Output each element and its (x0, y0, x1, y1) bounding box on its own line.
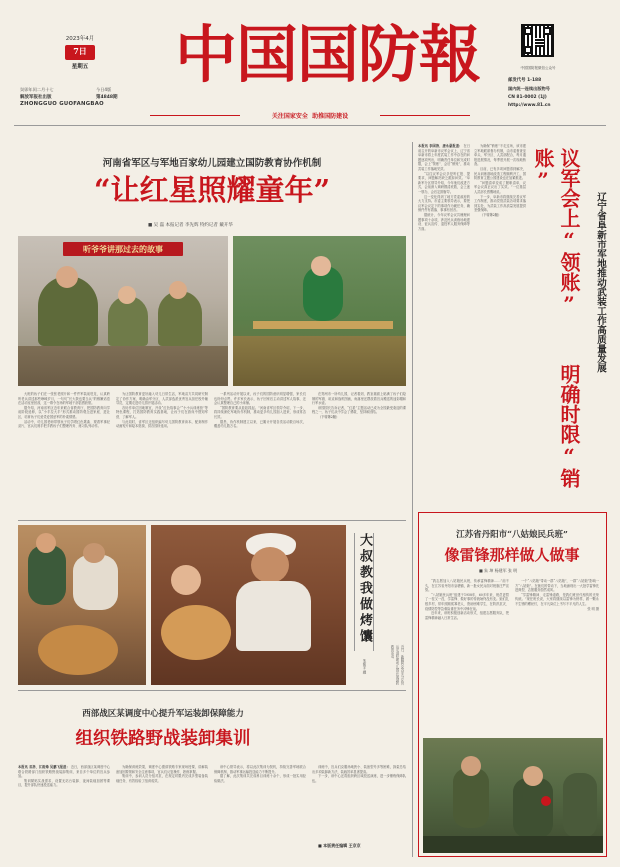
rail-jump[interactable]: （下转第2版） (480, 212, 502, 217)
sidebar-kicker: 江苏省丹阳市“八姑娘民兵班” (456, 530, 568, 540)
sidebar-story (418, 512, 607, 857)
lead-jump[interactable]: （下转第2版） (318, 414, 340, 419)
qr-code[interactable] (521, 24, 554, 57)
lead-body-col-1: 大班的孩子们在一张张老照片和一件件军装前驻足，认真聆听老兵讲述那些峥嵘岁月，一句句“长大我也要当兵”的稚嫩话语在活动室里回荡，这一幕令在场的军地干部倍感欣慰。 据介绍，河南省军区近年来联合省教育厅，把国防教育向学前阶段延伸，以“小手拉大手”形式推动国防观念进家庭、进社区，培育孩子们爱党爱国爱军的朴素情感。 活动中，幼儿园老师带领孩子们学唱红色歌曲、观看军事纪录片，官兵们则手把手教孩子们整理内务、练习队列动作。 (18, 392, 110, 429)
website[interactable]: http://www.81.cn (508, 103, 551, 108)
masthead-title: 中国国防報 (175, 18, 481, 91)
lead-body-col-4: 在郑州市一所幼儿园，记者看到，教室墙面上贴满了孩子们绘制的军旗、坦克和战机图画，角落里还摆放着官兵赠送的迷彩帽和行军水壶。 该园园长告诉记者，“红星”主题活动已成为全园最受欢迎的课程之一，孩子们从中学会了勇敢、坚持和团结。 （下转第2版） (312, 392, 406, 419)
lead-body-col-3: 一系列活动开展以来，孩子们的国防意识明显增强，家长们也纷纷点赞。许多家长表示，孩子回家后主动讲述军人故事，还会认真整理自己的小床铺。 “国防教育要从娃娃抓起。”河南省军区领导介绍，下一步，将持续深化军地协作机制，推动更多幼儿园加入进来，形成常态长效。 据悉，协作机制建立以来，已累计开展各类活动数百场次，覆盖幼儿数万名。 (214, 392, 306, 429)
bottom-body-col-4: 训练中，官兵们克服场地狭小、装备型号多等困难，探索总结出多项装卸新方法，装载效率显著提高。 下一步，该中心还将组织跨区域投送演练，进一步锤炼保障队伍。 (312, 765, 406, 783)
feature-title-box (354, 533, 374, 651)
feature-caption: 近日，新疆阿克苏军分区官兵走进驻地幼儿园开展国防教育活动。 (390, 645, 404, 685)
rail-headline: 议军会上“领账” 明确时限“销账” (531, 148, 581, 488)
bottom-story (18, 695, 406, 855)
issue-number: 第4848期 (96, 95, 118, 100)
cn-label: 国内统一连续出版物号 (508, 86, 550, 91)
feature-byline: 朱铭宇 摄 (363, 659, 367, 675)
page-editor: ■ 本版责任编辑 王京京 (318, 843, 361, 848)
rail-subheadline: 辽宁省阜新市军地推动武装工作高质量发展 (595, 192, 606, 373)
rail-lead-in: 本报讯 李国涛、唐永豪报道： (418, 144, 463, 148)
bottom-body-col-2: 为确保训练效果，调度中心邀请铁路专家现场授课，讲解装备加固要领和安全注意事项，官兵们反复操作、熟练掌握。 集训中，参训人员分组对抗，在规定时限内完成多型装备装载任务，有效检验了组训成效。 (116, 765, 208, 783)
lead-photo-classroom (18, 236, 228, 386)
rail-body-col-2: 为确保“销账”不走过场，该市建立军地联席督办机制，由市委督查室牵头，军分区、人武部配合，每月通报进展情况，每季度开展一次现地核查。 目前，已有多项问题得到解决，民兵训练基地改造工程顺利开工，国防教育主题公园建设也在加紧推进。 “问题清单变成了履职清单，议军会议真正议出了实效。”一位基层人武部长感慨地说。 下一步，阜新市将继续完善议军工作制度，推动党管武装各项要求落到实处，为武装工作高质量发展提供坚强保障。 （下转第2版） (474, 144, 526, 217)
lead-body-col-2: 为让国防教育更好融入幼儿日常生活，军地双方共同研究制定了协作方案，明确由军分区、人武部选派优秀官兵担任校外辅导员，定期走进幼儿园开展活动。 各协作单位因地制宜，开设“红色故事会”“小小兵训练营”等特色课程，打造国防教育实践基地，让孩子们在游戏中感知军营、了解军人。 与此同时，省军区还组织编写幼儿国防教育读本，配套制作动画短片和绘本资源，供各园所选用。 (116, 392, 208, 429)
bottom-body-col-1: 本报讯 邓洛、江韵烽 吴鹏飞报道： 近日，西部战区某调度中心联合铁路部门组织铁路野战装卸集训，来自多个单位的官兵参加。 集训紧贴实战需求，设置无站台装卸、夜间装载加固等课目，提升部队快速投送能力。 (18, 765, 111, 788)
page-count: 今日4版 (96, 87, 112, 92)
lead-headline: “让红星照耀童年” (93, 173, 331, 207)
sidebar-photo (423, 738, 603, 853)
sidebar-body-col-2: 一个“八姑娘”带动一群“八姑娘”，一群“八姑娘”影响一方“八姑娘”。在她们的带动下，当地涌现出一大批学雷锋先进典型，志愿服务蔚然成风。 “学雷锋精神、走雷锋道路，是我们班世代相传的光荣传统。”现任班长说，大家将继续以雷锋为榜样，做一颗永不生锈的螺丝钉，在平凡岗位上书写不平凡的人生。 张 明 摄 (515, 579, 599, 611)
lead-subhead: 河南省军区与军地百家幼儿园建立国防教育协作机制 (102, 158, 322, 169)
bottom-headline: 组织铁路野战装卸集训 (75, 729, 251, 749)
feature-photo-right (151, 525, 346, 685)
date-box (55, 34, 105, 88)
qr-caption: 中国国防报微信公众号 (520, 66, 556, 70)
publisher: 解放军报社出版 (20, 95, 52, 100)
masthead (0, 0, 620, 138)
sidebar-body-col-1: “我志愿加入八姑娘民兵班，传承雷锋精神……”前不久，在江苏省丹阳市皇塘镇，新一批女民兵面对班旗庄严宣誓。 “八姑娘民兵班”组建于1958年，60多年来，班员更替了一茬又一茬，学雷锋、做好事的传统始终没有变。她们扎根乡村，常年照顾孤寡老人、资助困难学生，在防汛抗灾、疫情防控等急难险重任务中冲锋在前。 近年来，该班积极创新活动形式，组建志愿服务队，把雷锋精神融入日常生活。 (425, 579, 509, 620)
feature-title: 大叔教我做烤馕 (357, 533, 372, 645)
cn-number: CN 81-0002 (1J) (508, 95, 547, 100)
sidebar-author: 张 明 摄 (587, 606, 599, 611)
classroom-banner: 听爷爷讲那过去的故事 (83, 244, 163, 254)
bottom-body-col-3: 该中心领导表示，将以此次集训为契机，持续完善军地联合保障机制，推动军事运输投送能力不断提升。 据了解，此次集训共完成科目训练十余个，形成一批实用经验做法。 (214, 765, 306, 783)
issue-date: 2023年4月 (65, 36, 95, 42)
lead-photo-training (233, 236, 406, 386)
sidebar-byline: ■ 朱 坤 杨建军 张 明 (479, 568, 518, 573)
masthead-pinyin: ZHONGGUO GUOFANGBAO (20, 101, 104, 107)
lead-byline: ■ 吴 磊 本报记者 李先辉 特约记者 戴开华 (148, 223, 233, 228)
feature-photo-left (18, 525, 146, 685)
sidebar-headline: 像雷锋那样做人做事 (444, 546, 580, 564)
rail-body-col-1: 本报讯 李国涛、唐永豪报道： 在日前召开的阜新市议军会议上，辽宁省阜新市将上年度武装工作中存在的问题逐项列出，明确责任单位和完成时限，会上“领账”、会后“销账”，推动武装工作落地见效。 “以往议军会议多是听汇报、提要求，问题解决缺乏跟踪问效。”阜新军分区领导介绍，今年他们改进方式，会前深入调研摸清底数，会上逐一领办，会后定期督导。 这一变化得到了地方党委政府的大力支持。市委主要领导表示，要把议军会议定下的事项作为硬任务，确保件件有着落、事事有回音。 据统计，今年议军会议共梳理问题事项十余项，涉及民兵训练场地建设、征兵宣传、退役军人服务保障等方面。 (418, 144, 471, 231)
issue-weekday: 星期五 (71, 64, 89, 70)
masthead-rule (14, 125, 606, 126)
lead-story (18, 142, 406, 517)
lunar-date: 癸卯年闰二月十七 (20, 87, 54, 92)
rail-story (418, 142, 608, 507)
postal-code: 邮发代号 1-188 (508, 78, 542, 83)
issue-day: 7日 (73, 46, 87, 56)
slogan-strip (0, 111, 620, 121)
feature-photo-block (18, 525, 406, 685)
bottom-kicker: 西部战区某调度中心提升军运装卸保障能力 (82, 709, 244, 719)
slogan: 关注国家安全 助推国防建设 (271, 113, 349, 120)
bottom-lead-in: 本报讯 邓洛、江韵烽 吴鹏飞报道： (18, 765, 70, 769)
